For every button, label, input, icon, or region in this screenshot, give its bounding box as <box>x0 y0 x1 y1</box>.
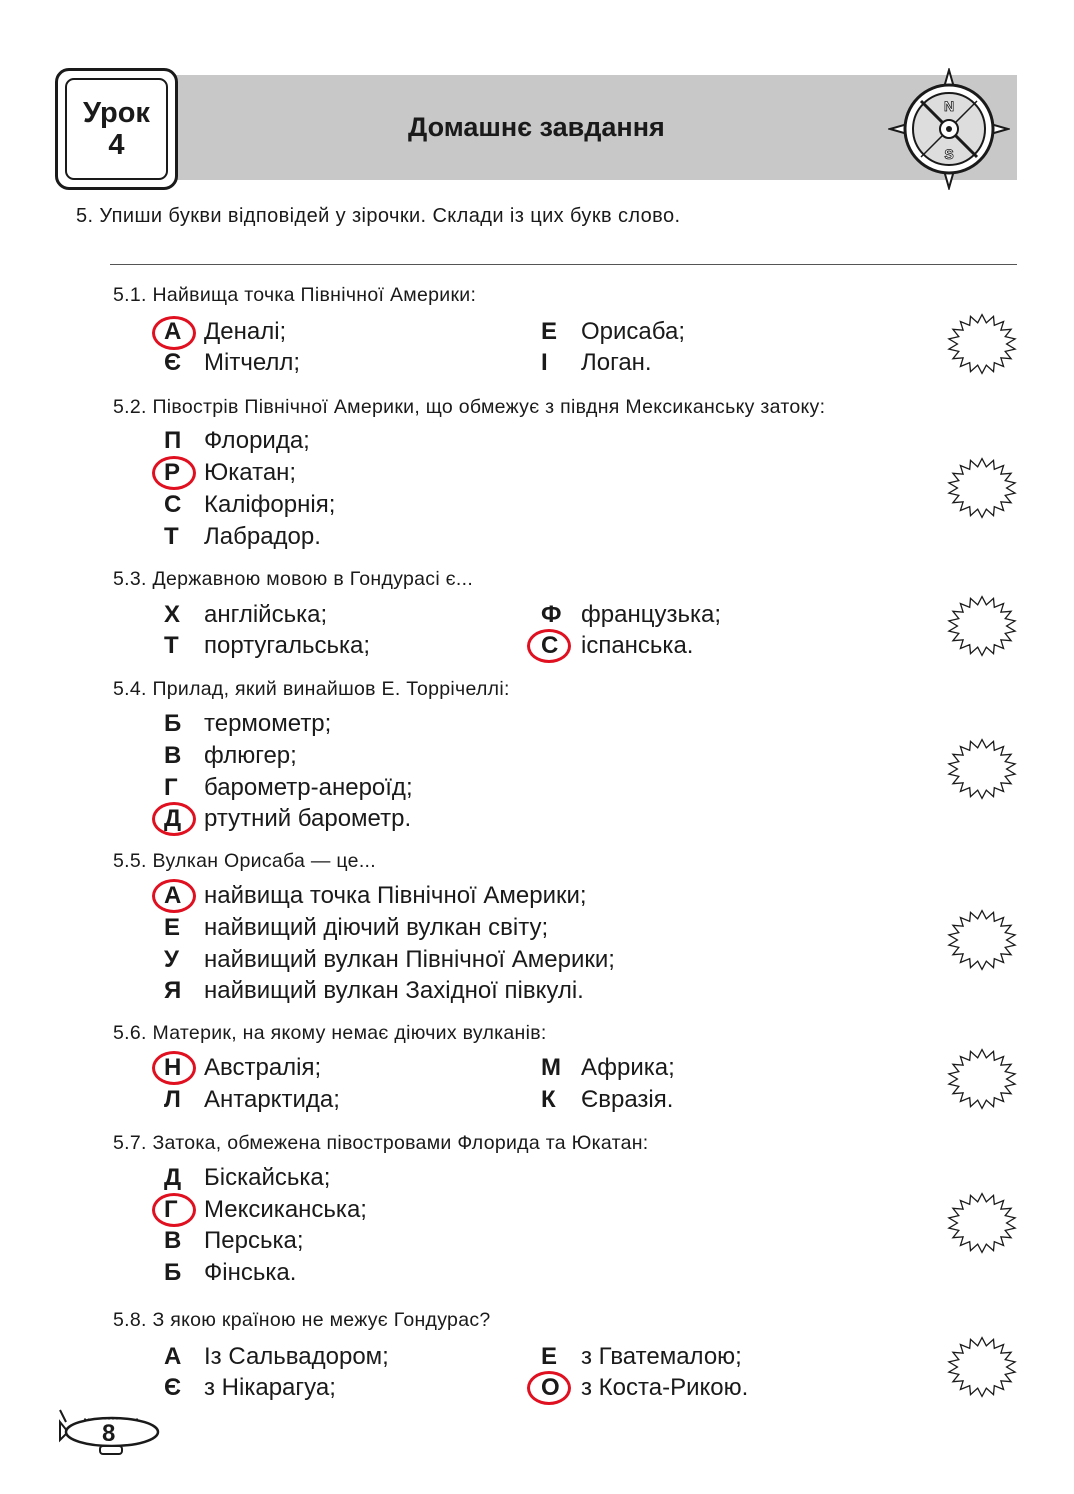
task-intro: 5. Упиши букви відповідей у зірочки. Склади із цих букв слово. <box>76 205 681 227</box>
option-text: найвищий діючий вулкан світу; <box>204 914 549 941</box>
option-text: ртутний барометр. <box>204 805 412 832</box>
option <box>541 1085 673 1115</box>
option <box>164 1373 336 1403</box>
option-text: Каліфорнія; <box>204 491 336 518</box>
option-letter: Б <box>164 710 182 737</box>
option <box>164 1342 389 1372</box>
option <box>541 1342 742 1372</box>
option <box>541 348 652 378</box>
option-letter: Г <box>164 1196 178 1223</box>
option <box>164 348 300 378</box>
option <box>164 1226 304 1256</box>
option-text: Антарктида; <box>204 1086 340 1113</box>
option-letter: А <box>164 882 182 909</box>
option-letter: М <box>541 1054 561 1081</box>
question-5-1-title: 5.1. Найвища точка Північної Америки: <box>113 284 477 306</box>
option-text: термометр; <box>204 710 332 737</box>
option <box>164 490 335 520</box>
option-letter: Х <box>164 601 181 628</box>
option <box>164 945 615 975</box>
option-text: Євразія. <box>581 1086 674 1113</box>
option-text: найвища точка Північної Америки; <box>204 882 587 909</box>
option-text: португальська; <box>204 632 371 659</box>
option <box>541 600 721 630</box>
option-text: Юкатан; <box>204 459 297 486</box>
divider <box>110 264 1017 265</box>
answer-star-icon[interactable] <box>945 312 1019 376</box>
answer-star-icon[interactable] <box>945 1191 1019 1255</box>
option-text: з Нікарагуа; <box>204 1374 336 1401</box>
option-letter: Ф <box>541 601 562 628</box>
answer-mark <box>152 1051 196 1085</box>
option-text: французька; <box>581 601 721 628</box>
option-text: Австралія; <box>204 1054 322 1081</box>
option <box>541 1373 748 1403</box>
option-letter: О <box>541 1374 560 1401</box>
compass-n-label: N <box>943 98 955 114</box>
option-text: Флорида; <box>204 427 310 454</box>
option-letter: Т <box>164 632 179 659</box>
option-letter: Д <box>164 1164 182 1191</box>
answer-mark <box>152 316 196 350</box>
answer-mark <box>527 629 571 663</box>
option <box>164 631 370 661</box>
answer-mark <box>152 879 196 913</box>
star-shape <box>949 1194 1015 1253</box>
option-text: найвищий вулкан Західної півкулі. <box>204 977 584 1004</box>
page-title: Домашнє завдання <box>408 112 665 142</box>
option-text: Фінська. <box>204 1259 297 1286</box>
option <box>164 976 584 1006</box>
option-letter: П <box>164 427 182 454</box>
answer-star-icon[interactable] <box>945 908 1019 972</box>
question-5-5-title: 5.5. Вулкан Орисаба — це... <box>113 850 376 872</box>
option-letter: К <box>541 1086 556 1113</box>
answer-star-icon[interactable] <box>945 594 1019 658</box>
star-shape <box>949 315 1015 374</box>
question-5-4-title: 5.4. Прилад, який винайшов Е. Торрічеллі: <box>113 678 510 700</box>
answer-mark <box>152 1193 196 1227</box>
option <box>164 1258 296 1288</box>
page-number: 8 <box>102 1420 116 1447</box>
answer-star-icon[interactable] <box>945 1335 1019 1399</box>
option <box>164 1163 330 1193</box>
option-letter: Е <box>164 914 181 941</box>
option <box>164 913 548 943</box>
option-text: барометр-анероїд; <box>204 774 413 801</box>
option-letter: В <box>164 1227 182 1254</box>
option-text: Мітчелл; <box>204 349 301 376</box>
option-text: Орисаба; <box>581 318 685 345</box>
answer-mark <box>152 802 196 836</box>
option-text: з Коста-Рикою. <box>581 1374 749 1401</box>
option-letter: Е <box>541 1343 558 1370</box>
answer-star-icon[interactable] <box>945 456 1019 520</box>
option-letter: Є <box>164 349 182 376</box>
star-shape <box>949 1338 1015 1397</box>
option-letter: Л <box>164 1086 181 1113</box>
option-letter: І <box>541 349 548 376</box>
option-letter: Н <box>164 1054 182 1081</box>
option-text: Перська; <box>204 1227 304 1254</box>
option <box>164 881 587 911</box>
option <box>164 1085 340 1115</box>
option-letter: Р <box>164 459 181 486</box>
option <box>164 709 331 739</box>
option-letter: Г <box>164 774 178 801</box>
option-letter: Т <box>164 523 179 550</box>
star-shape <box>949 597 1015 656</box>
compass-icon <box>888 68 1010 190</box>
question-5-2-title: 5.2. Півострів Північної Америки, що обмежує з півдня Мексиканську затоку: <box>113 396 826 418</box>
answer-star-icon[interactable] <box>945 1047 1019 1111</box>
option-letter: С <box>164 491 182 518</box>
answer-mark <box>527 1371 571 1405</box>
option-letter: Я <box>164 977 182 1004</box>
option-text: Біскайська; <box>204 1164 331 1191</box>
answer-star-icon[interactable] <box>945 737 1019 801</box>
option-letter: В <box>164 742 182 769</box>
question-5-7-title: 5.7. Затока, обмежена півостровами Флорида та Юкатан: <box>113 1132 649 1154</box>
option <box>164 522 321 552</box>
option-text: Логан. <box>581 349 652 376</box>
option <box>164 741 297 771</box>
option <box>164 600 327 630</box>
option <box>541 317 685 347</box>
star-shape <box>949 459 1015 518</box>
option-text: Лабрадор. <box>204 523 321 550</box>
option-text: англійська; <box>204 601 328 628</box>
star-shape <box>949 911 1015 970</box>
option <box>164 773 413 803</box>
option <box>164 426 310 456</box>
option <box>164 804 411 834</box>
option-text: Африка; <box>581 1054 675 1081</box>
lesson-badge <box>55 68 178 190</box>
option-letter: С <box>541 632 559 659</box>
option-text: флюгер; <box>204 742 297 769</box>
compass-s-label: S <box>944 146 954 162</box>
option-letter: А <box>164 1343 182 1370</box>
option-letter: Е <box>541 318 558 345</box>
question-5-6-title: 5.6. Материк, на якому немає діючих вулканів: <box>113 1022 547 1044</box>
option-letter: Д <box>164 805 182 832</box>
option-text: Мексиканська; <box>204 1196 367 1223</box>
option-text: найвищий вулкан Північної Америки; <box>204 946 615 973</box>
option-letter: Б <box>164 1259 182 1286</box>
option-letter: Є <box>164 1374 182 1401</box>
answer-mark <box>152 456 196 490</box>
option-text: Із Сальвадором; <box>204 1343 389 1370</box>
option-letter: А <box>164 318 182 345</box>
star-shape <box>949 1050 1015 1109</box>
option <box>541 1053 675 1083</box>
lesson-word: Урок <box>83 97 150 129</box>
question-5-3-title: 5.3. Державною мовою в Гондурасі є... <box>113 568 474 590</box>
lesson-number: 4 <box>108 129 125 161</box>
option-text: іспанська. <box>581 632 694 659</box>
star-shape <box>949 740 1015 799</box>
question-5-8-title: 5.8. З якою країною не межує Гондурас? <box>113 1309 491 1331</box>
option-text: Деналі; <box>204 318 287 345</box>
option-letter: У <box>164 946 179 973</box>
option-text: з Гватемалою; <box>581 1343 742 1370</box>
